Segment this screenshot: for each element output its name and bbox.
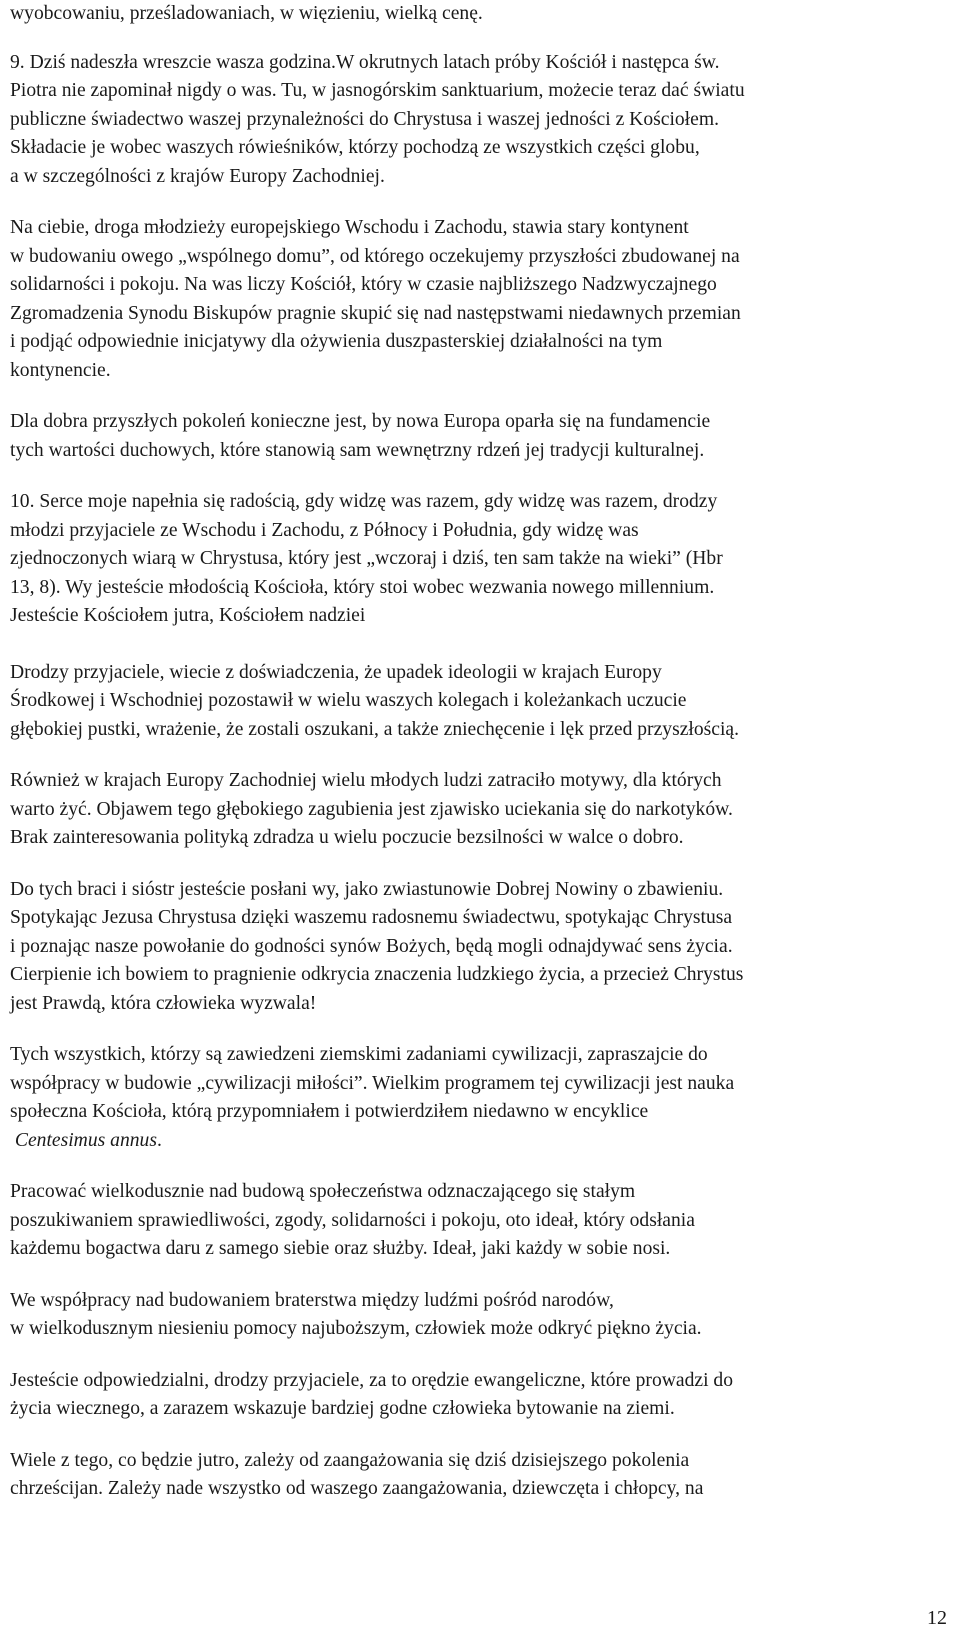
text-line: 13, 8). Wy jesteście młodością Kościoła, który stoi wobec wezwania nowego millennium. <box>10 576 715 598</box>
text-line: warto żyć. Objawem tego głębokiego zagubienia jest zjawisko uciekania się do narkotyków. <box>10 798 733 820</box>
paragraph-dla-dobra <box>10 408 955 465</box>
text-line: Tych wszystkich, którzy są zawiedzeni ziemskimi zadaniami cywilizacji, zapraszajcie do <box>10 1044 708 1065</box>
text-line: Jesteście odpowiedzialni, drodzy przyjaciele, za to orędzie ewangeliczne, które prowadzi do <box>10 1369 734 1391</box>
paragraph-drodzy <box>10 659 955 745</box>
text-line: a w szczególności z krajów Europy Zachodniej. <box>10 165 385 187</box>
paragraph-continuation <box>10 0 955 29</box>
text-line: Na ciebie, droga młodzieży europejskiego Wschodu i Zachodu, stawia stary kontynent <box>10 217 689 238</box>
paragraph-na-ciebie <box>10 214 955 385</box>
text-line: Spotykając Jezusa Chrystusa dzięki waszemu radosnemu świadectwu, spotykając Chrystusa <box>10 907 733 928</box>
text-line: Brak zainteresowania polityką zdradza u wielu poczucie bezsilności w walce o dobro. <box>10 827 684 848</box>
text-line: w wielkodusznym niesieniu pomocy najuboższym, człowiek może odkryć piękno życia. <box>10 1318 702 1339</box>
text-line: publiczne świadectwo waszej przynależności do Chrystusa i waszej jedności z Kościołem. <box>10 108 719 130</box>
text-line: Środkowej i Wschodniej pozostawił w wielu waszych kolegach i koleżankach uczucie <box>10 690 687 711</box>
paragraph-section-10 <box>10 488 955 631</box>
text-line: 10. Serce moje napełnia się radością, gdy widzę was razem, gdy widzę was razem, drodzy <box>10 491 718 512</box>
paragraph-we <box>10 1287 955 1344</box>
paragraph-do-tych <box>10 876 955 1019</box>
text-line: 9. Dziś nadeszła wreszcie wasza godzina.W okrutnych latach próby Kościół i następca św. <box>10 51 720 73</box>
text-line: kontynencie. <box>10 359 111 381</box>
text-line: Wiele z tego, co będzie jutro, zależy od zaangażowania się dziś dzisiejszego pokolenia <box>10 1449 690 1471</box>
text-line: Zgromadzenia Synodu Biskupów pragnie skupić się nad następstwami niedawnych przemian <box>10 302 741 324</box>
paragraph-wiele <box>10 1447 955 1504</box>
text-line: Piotra nie zapominał nigdy o was. Tu, w jasnogórskim sanktuarium, możecie teraz dać światu <box>10 80 745 101</box>
text-line: Również w krajach Europy Zachodniej wielu młodych ludzi zatraciło motywy, dla których <box>10 770 722 791</box>
text-line: Jesteście Kościołem jutra, Kościołem nadziei <box>10 605 366 626</box>
text-line: Drodzy przyjaciele, wiecie z doświadczenia, że upadek ideologii w krajach Europy <box>10 661 662 683</box>
text-line: i poznając nasze powołanie do godności synów Bożych, będą mogli odnajdywać sens życia. <box>10 935 733 957</box>
text-line: solidarności i pokoju. Na was liczy Kościół, który w czasie najbliższego Nadzwyczajnego <box>10 274 717 295</box>
text-line: zjednoczonych wiarą w Chrystusa, który jest „wczoraj i dziś, ten sam także na wieki” (Hbr <box>10 548 723 569</box>
text-line: Do tych braci i sióstr jesteście posłani wy, jako zwiastunowie Dobrej Nowiny o zbawieniu. <box>10 878 724 900</box>
text-line: We współpracy nad budowaniem braterstwa między ludźmi pośród narodów, <box>10 1289 614 1311</box>
paragraph-section-9 <box>10 49 955 192</box>
text-line: każdemu bogactwa daru z samego siebie oraz służby. Ideał, jaki każdy w sobie nosi. <box>10 1238 671 1259</box>
page-number: 12 <box>927 1607 947 1629</box>
punctuation: . <box>156 1129 162 1151</box>
encyclical-title: Centesimus annus <box>14 1129 157 1151</box>
text-line <box>10 1127 955 1156</box>
text-line: współpracy w budowie „cywilizacji miłości”. Wielkim programem tej cywilizacji jest nauka <box>10 1072 735 1094</box>
paragraph-pracowac <box>10 1178 955 1264</box>
text-line: życia wiecznego, a zarazem wskazuje bardziej godne człowieka bytowanie na ziemi. <box>10 1398 675 1419</box>
text-line: społeczna Kościoła, którą przypomniałem i potwierdziłem niedawno w encyklice <box>10 1101 649 1122</box>
text-line: Cierpienie ich bowiem to pragnienie odkrycia znaczenia ludzkiego życia, a przecież Chrystus <box>10 964 744 985</box>
text-line: chrześcijan. Zależy nade wszystko od waszego zaangażowania, dziewczęta i chłopcy, na <box>10 1478 704 1499</box>
text-line: Składacie je wobec waszych rówieśników, którzy pochodzą ze wszystkich części globu, <box>10 137 700 158</box>
text-line: jest Prawdą, która człowieka wyzwala! <box>10 992 317 1014</box>
paragraph-jestescie <box>10 1367 955 1424</box>
paragraph-rowniez <box>10 767 955 853</box>
text-line: wyobcowaniu, prześladowaniach, w więzieniu, wielką cenę. <box>10 3 483 24</box>
paragraph-tych <box>10 1041 955 1155</box>
text-line: młodzi przyjaciele ze Wschodu i Zachodu, z Północy i Południa, gdy widzę was <box>10 519 639 541</box>
text-line: Dla dobra przyszłych pokoleń konieczne jest, by nowa Europa oparła się na fundamencie <box>10 411 711 432</box>
text-line: tych wartości duchowych, które stanowią sam wewnętrzny rdzeń jej tradycji kulturalnej. <box>10 439 705 461</box>
text-line: głębokiej pustki, wrażenie, że zostali oszukani, a także zniechęcenie i lęk przed przyszłością. <box>10 718 739 740</box>
text-line: w budowaniu owego „wspólnego domu”, od którego oczekujemy przyszłości zbudowanej na <box>10 245 740 267</box>
document-page <box>10 0 955 1645</box>
text-line: i podjąć odpowiednie inicjatywy dla ożywienia duszpasterskiej działalności na tym <box>10 331 663 352</box>
text-line: poszukiwaniem sprawiedliwości, zgody, solidarności i pokoju, oto ideał, który odsłania <box>10 1209 695 1231</box>
text-line: Pracować wielkodusznie nad budową społeczeństwa odznaczającego się stałym <box>10 1181 636 1202</box>
